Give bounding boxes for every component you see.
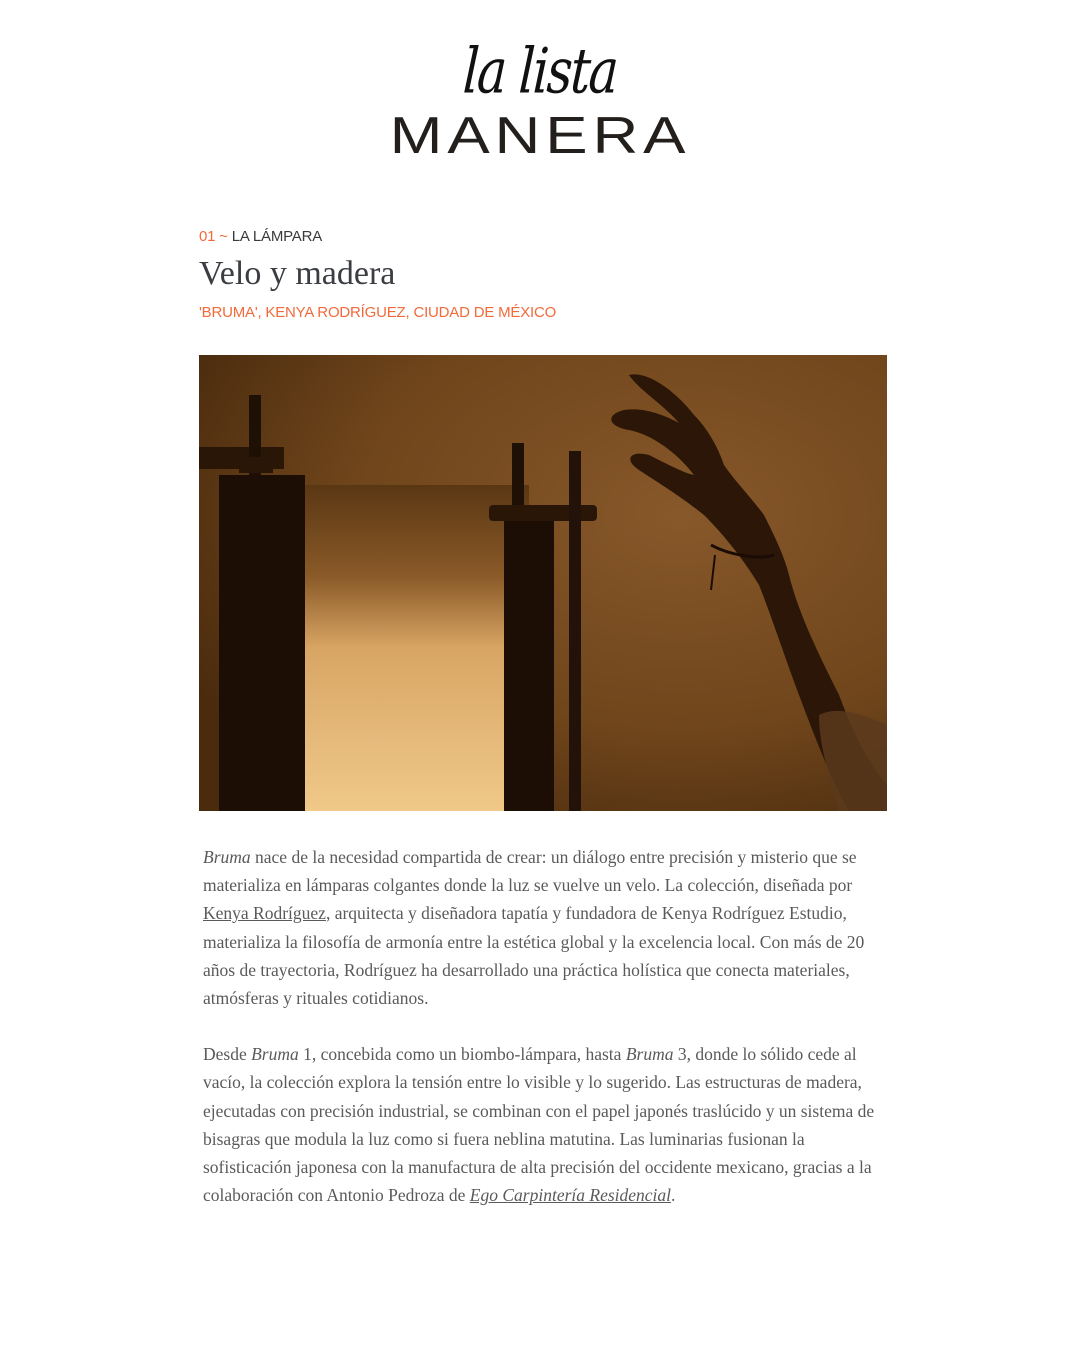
article-header: [199, 228, 889, 322]
article-body: [203, 843, 883, 1237]
paragraph-text: Desde: [203, 1044, 252, 1065]
body-paragraph: [203, 1040, 883, 1209]
emphasis-bruma: Bruma: [251, 1044, 299, 1065]
section-kicker: [199, 228, 889, 246]
carpentry-link-text: Ego Carpintería Residencial: [469, 1185, 672, 1206]
article-subtitle: 'BRUMA', KENYA RODRÍGUEZ, CIUDAD DE MÉXICO: [199, 304, 557, 321]
logo-script-line: la lista: [461, 34, 619, 108]
designer-link[interactable]: Kenya Rodríguez: [203, 903, 326, 924]
paragraph-text: .: [671, 1185, 676, 1206]
paragraph-text: 3, donde lo sólido cede al vacío, la colección explora la tensión entre lo visible y lo sugerido. Las estructuras de madera, ejecutadas con precisión industrial, se combinan con el papel japonés traslúcido y un sistema de bisagras que modula la luz como si fuera neblina matutina. Las luminarias fusionan la sofisticación japonesa con la manufactura de alta precisión del occidente mexicano, gracias a la colaboración con Antonio Pedroza de: [203, 1044, 875, 1206]
paragraph-text: nace de la necesidad compartida de crear: un diálogo entre precisión y misterio que se materializa en lámparas colgantes donde la luz se vuelve un velo. La colección, diseñada por: [203, 847, 857, 896]
body-paragraph: [203, 843, 883, 1012]
carpentry-link[interactable]: [470, 1185, 671, 1205]
hero-image: [199, 355, 887, 811]
paragraph-text: , arquitecta y diseñadora tapatía y fundadora de Kenya Rodríguez Estudio, materializa la filosofía de armonía entre la estética global y la excelencia local. Con más de 20 años de trayectoria, Rodríguez ha desarrollado una práctica holística que conecta materiales, atmósferas y rituales cotidianos.: [203, 903, 865, 1009]
lamp-photo-illustration: [199, 355, 887, 811]
kicker-label: LA LÁMPARA: [231, 228, 323, 245]
emphasis-bruma: Bruma: [203, 847, 251, 867]
brand-logo: [0, 34, 1080, 170]
emphasis-bruma: Bruma: [625, 1044, 674, 1065]
kicker-number: 01 ~: [199, 228, 228, 245]
article-title: Velo y madera: [199, 255, 396, 292]
logo-wordmark: MANERA: [389, 107, 691, 165]
paragraph-text: 1, concebida como un biombo-lámpara, hasta: [298, 1044, 626, 1065]
